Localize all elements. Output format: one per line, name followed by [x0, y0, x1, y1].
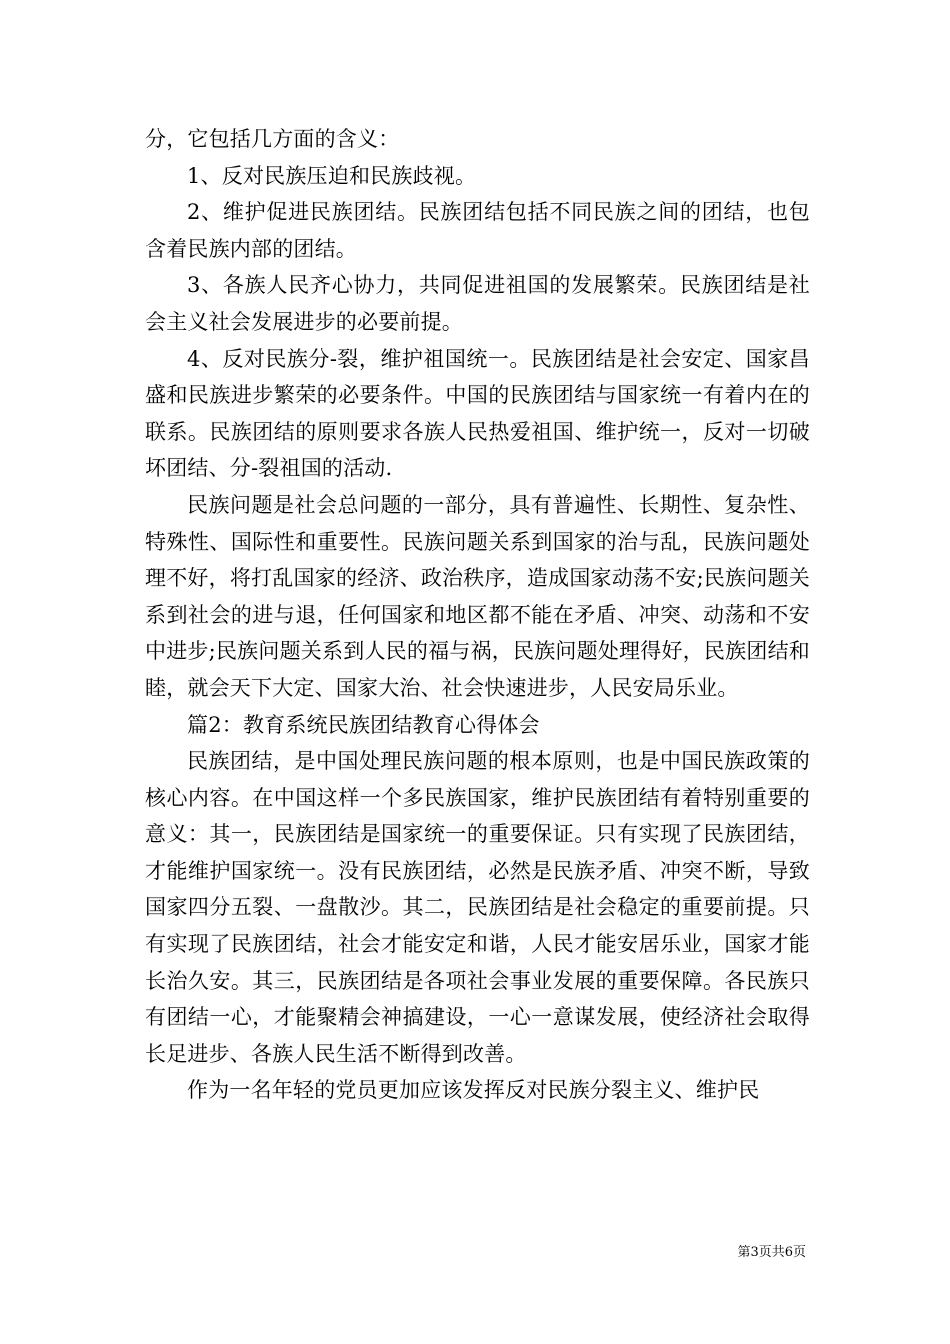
- paragraph-point-1: 1、反对民族压迫和民族歧视。: [187, 163, 477, 188]
- paragraph-point-2: 2、维护促进民族团结。民族团结包括不同民族之间的团结，也包含着民族内部的团结。: [145, 200, 810, 261]
- document-body: [145, 121, 810, 1109]
- paragraph-point-3: 3、各族人民齐心协力，共同促进祖国的发展繁荣。民族团结是社会主义社会发展进步的必要前提。: [145, 273, 810, 334]
- paragraph-point-4: 4、反对民族分-裂，维护祖国统一。民族团结是社会安定、国家昌盛和民族进步繁荣的必要条件。中国的民族团结与国家统一有着内在的联系。民族团结的原则要求各族人民热爱祖国、维护统一，反对一切破坏团结、分-裂祖国的活动.: [145, 346, 810, 481]
- page-number: 第3页共6页: [737, 1245, 806, 1260]
- paragraph-ethnic-issues: 民族问题是社会总问题的一部分，具有普遍性、长期性、复杂性、特殊性、国际性和重要性。民族问题关系到国家的治与乱，民族问题处理不好，将打乱国家的经济、政治秩序，造成国家动荡不安;民族问题关系到社会的进与退，任何国家和地区都不能在矛盾、冲突、动荡和不安中进步;民族问题关系到人民的福与祸，民族问题处理得好，民族团结和睦，就会天下大定、国家大治、社会快速进步，人民安局乐业。: [145, 492, 810, 700]
- section-heading: 篇2：教育系统民族团结教育心得体会: [187, 712, 540, 737]
- paragraph-continuation: 分，它包括几方面的含义：: [145, 127, 400, 151]
- paragraph-ethnic-unity: 民族团结，是中国处理民族问题的根本原则，也是中国民族政策的核心内容。在中国这样一个多民族国家，维护民族团结有着特别重要的意义：其一，民族团结是国家统一的重要保证。只有实现了民族团结，才能维护国家统一。没有民族团结，必然是民族矛盾、冲突不断，导致国家四分五裂、一盘散沙。其二，民族团结是社会稳定的重要前提。只有实现了民族团结，社会才能安定和谐，人民才能安居乐业，国家才能长治久安。其三，民族团结是各项社会事业发展的重要保障。各民族只有团结一心，才能聚精会神搞建设，一心一意谋发展，使经济社会取得长足进步、各族人民生活不断得到改善。: [145, 749, 810, 1066]
- paragraph-party-member: 作为一名年轻的党员更加应该发挥反对民族分裂主义、维护民: [187, 1078, 760, 1103]
